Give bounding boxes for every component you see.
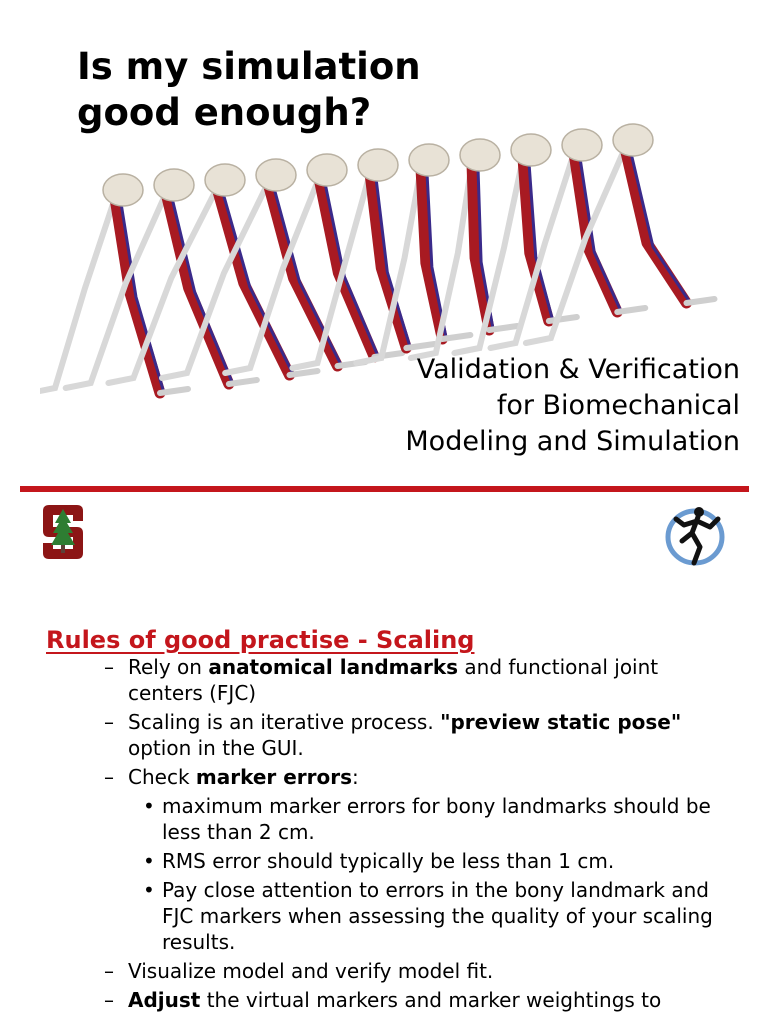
stanford-logo-icon xyxy=(41,503,85,561)
rules-list xyxy=(0,654,768,1016)
subtitle-line-2: for Biomechanical xyxy=(496,390,740,421)
simtk-runner-logo-icon xyxy=(664,503,726,567)
subtitle-line-3: Modeling and Simulation xyxy=(405,426,740,457)
sub-list-item: • Pay close attention to errors in the bony landmark and FJC markers when assessing the quality of your scaling results. xyxy=(143,878,713,954)
section-heading: Rules of good practise - Scaling xyxy=(46,626,475,654)
slide-subtitle xyxy=(405,352,740,460)
title-line-2: good enough? xyxy=(77,91,372,134)
list-item: – Adjust the virtual markers and marker weightings to xyxy=(104,988,662,1012)
skeleton-leg-figure xyxy=(66,169,257,388)
list-item: – Check marker errors: xyxy=(104,765,359,789)
sub-list-item: • RMS error should typically be less than 1 cm. xyxy=(143,849,615,873)
list-item: – Scaling is an iterative process. "preview static pose" option in the GUI. xyxy=(104,710,682,760)
list-item: – Rely on anatomical landmarks and functional joint centers (FJC) xyxy=(104,655,659,705)
red-divider xyxy=(20,486,749,492)
list-item: – Visualize model and verify model fit. xyxy=(104,959,494,983)
subtitle-line-1: Validation & Verification xyxy=(416,354,740,385)
title-line-1: Is my simulation xyxy=(77,45,421,88)
sub-list-item: • maximum marker errors for bony landmarks should be less than 2 cm. xyxy=(143,794,711,844)
